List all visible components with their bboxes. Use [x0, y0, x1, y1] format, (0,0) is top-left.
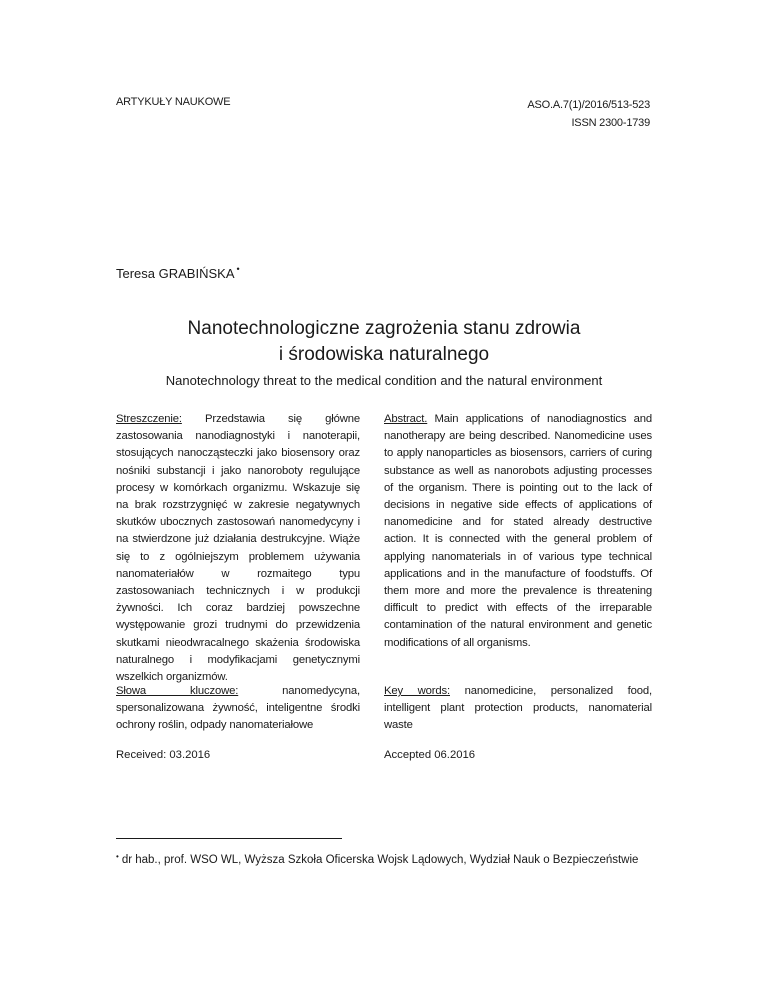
- section-header: ARTYKUŁY NAUKOWE: [116, 96, 231, 108]
- footnote: [116, 847, 656, 870]
- issn: ISSN 2300-1739: [571, 117, 650, 129]
- article-subtitle: Nanotechnology threat to the medical condition and the natural environment: [165, 373, 603, 388]
- author-footnote-mark: •: [236, 264, 240, 274]
- keywords-polish-label: Słowa kluczowe:: [116, 685, 239, 697]
- abstract-polish: [116, 411, 360, 686]
- abstract-polish-text: Przedstawia się główne zastosowania nanodiagnostyki i nanoterapii, stosujących nanocząsteczki jako biosensory oraz nośniki substancji i jako nanoroboty regulujące procesy w komórkach organizmu. Wskazuje się na brak rozstrzygnięć w zakresie negatywnych skutków ubocznych zastosowań nanomedycyny i na stwierdzone już działania destrukcyjne. Wiąże się to z ogólniejszym problemem używania nanomateriałów w rozmaitego typu zastosowaniach technicznych i w produkcji żywności. Ich coraz bardziej powszechne występowanie grozi trudnymi do przewidzenia skutkami nieodwracalnego skażenia środowiska naturalnego i modyfikacjami genetycznymi wszelkich organizmów.: [116, 413, 360, 684]
- author: [116, 264, 240, 281]
- keywords-english: [384, 683, 652, 735]
- article-title: [0, 316, 768, 368]
- title-line-1: Nanotechnologiczne zagrożenia stanu zdrowia: [187, 318, 581, 339]
- footnote-divider: [116, 838, 342, 839]
- title-line-2: i środowiska naturalnego: [278, 344, 490, 365]
- received-date: Received: 03.2016: [116, 749, 211, 761]
- journal-reference: [527, 96, 650, 132]
- keywords-polish: [116, 683, 360, 735]
- article-reference: ASO.A.7(1)/2016/513-523: [527, 99, 650, 111]
- abstract-english-text: Main applications of nanodiagnostics and nanotherapy are being described. Nanomedicine uses to apply nanoparticles as biosensors, carriers of curing substance as well as nanorobots adjusting processes of the organism. There is pointing out to the lack of decisions in negative side effects of applications of nanomedicine and for stated already destructive action. It is connected with the general problem of applying nanomaterials in of various type technical applications and in the manufacture of foodstuffs. Of them more and more the prevalence is threatening difficult to predict with effects of the irreparable contamination of the natural environment and genetic modifications of all organisms.: [384, 413, 652, 649]
- keywords-polish-text: nanomedycyna, spersonalizowana żywność, inteligentne środki ochrony roślin, odpady nanomateriałowe: [116, 685, 360, 732]
- abstract-english: [384, 411, 652, 652]
- abstract-polish-label: Streszczenie:: [116, 413, 182, 425]
- abstract-english-label: Abstract.: [384, 413, 428, 425]
- footnote-text: dr hab., prof. WSO WL, Wyższa Szkoła Oficerska Wojsk Lądowych, Wydział Nauk o Bezpieczeństwie: [121, 854, 639, 866]
- accepted-date: Accepted 06.2016: [384, 749, 476, 761]
- footnote-mark: •: [116, 852, 119, 861]
- keywords-english-label: Key words:: [384, 685, 450, 697]
- author-name: Teresa GRABIŃSKA: [116, 266, 235, 281]
- keywords-english-text: nanomedicine, personalized food, intelligent plant protection products, nanomaterial waste: [384, 685, 652, 732]
